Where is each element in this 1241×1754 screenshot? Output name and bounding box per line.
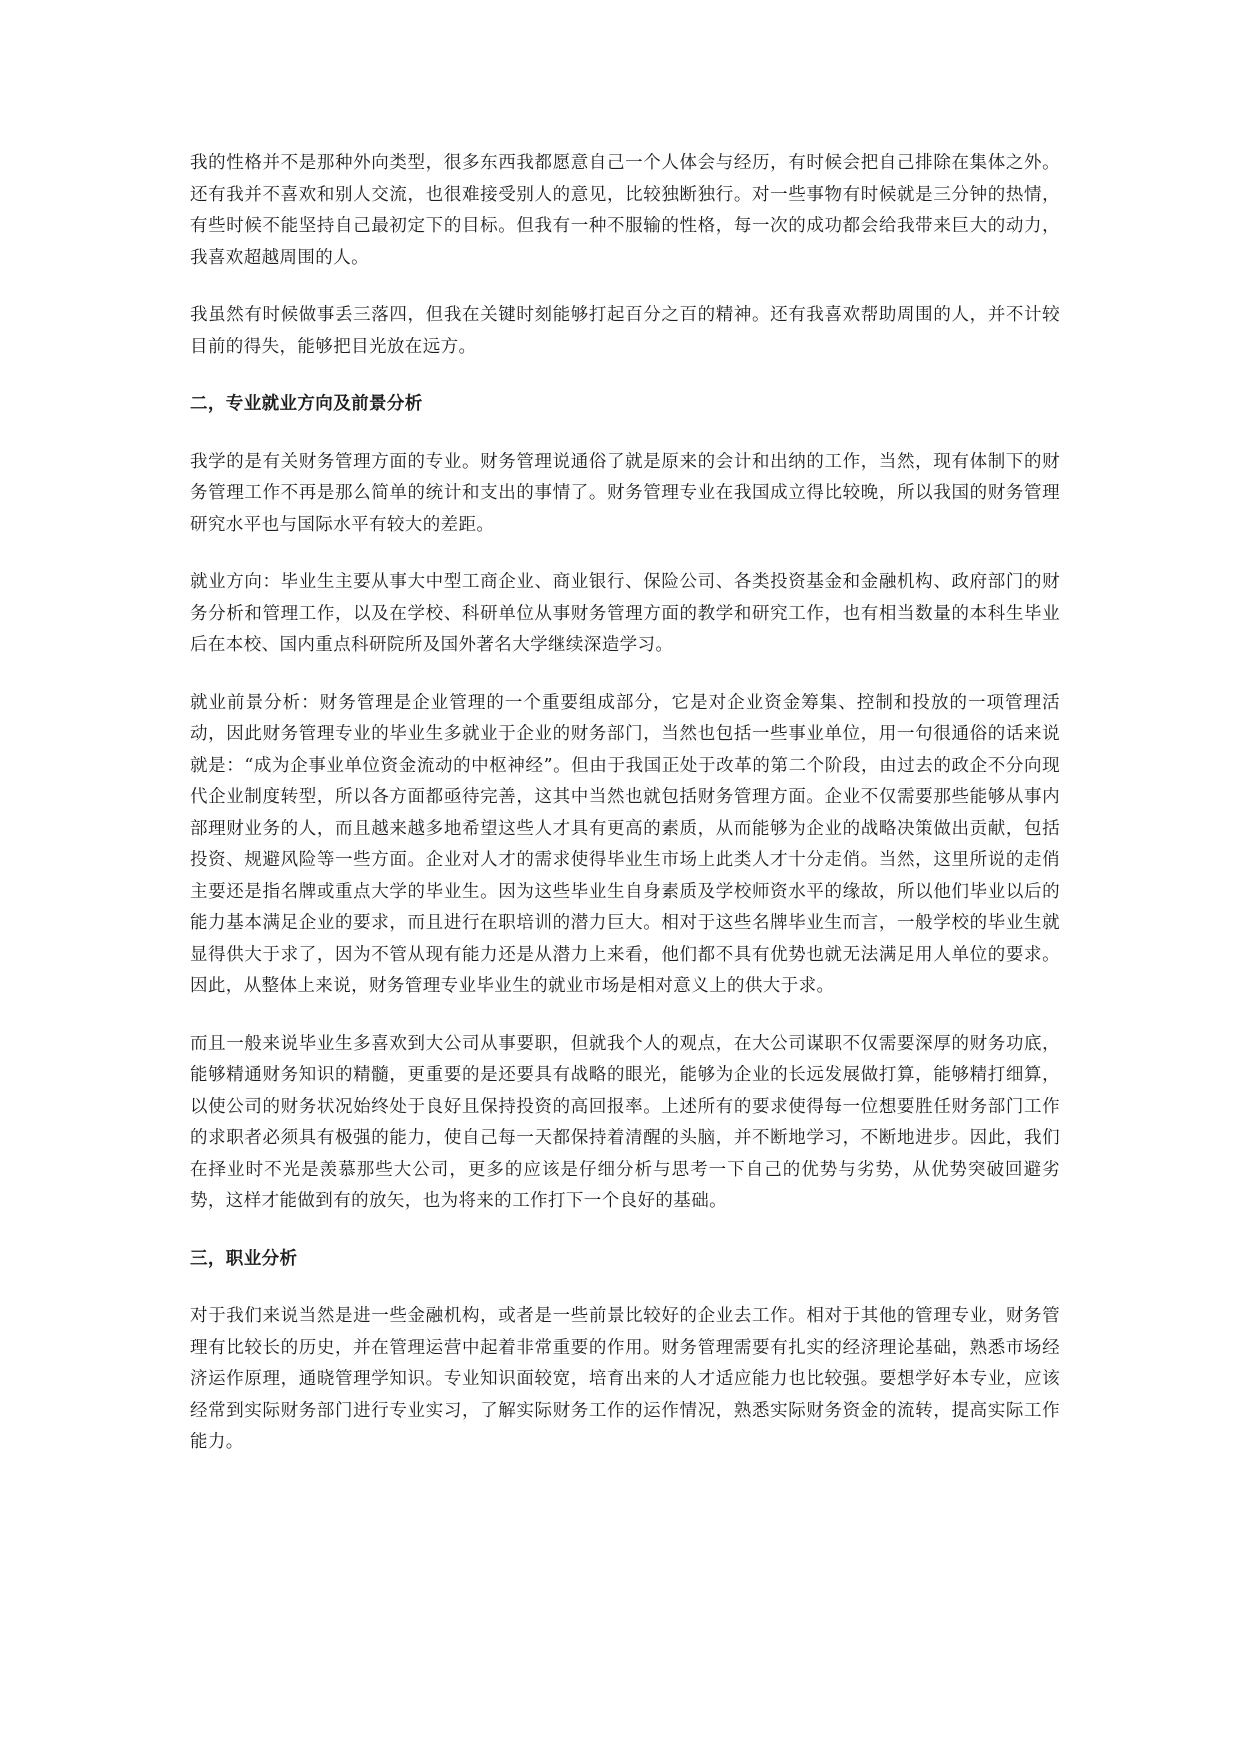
section-heading-employment: 二，专业就业方向及前景分析	[190, 394, 423, 414]
paragraph-career-choice: 而且一般来说毕业生多喜欢到大公司从事要职，但就我个人的观点，在大公司谋职不仅需要深厚的财务功底，能够精通财务知识的精髓，更重要的是还要具有战略的眼光，能够为企业的长远发展做打算，能够精打细算，以使公司的财务状况始终处于良好且保持投资的高回报率。上述所有的要求使得每一位想要胜任财务部门工作的求职者必须具有极强的能力，使自己每一天都保持着清醒的头脑，并不断地学习，不断地进步。因此，我们在择业时不光是羡慕那些大公司，更多的应该是仔细分析与思考一下自己的优势与劣势，从优势突破回避劣势，这样才能做到有的放矢，也为将来的工作打下一个良好的基础。	[190, 1033, 1060, 1211]
paragraph-personality: 我的性格并不是那种外向类型，很多东西我都愿意自己一个人体会与经历，有时候会把自己排除在集体之外。还有我并不喜欢和别人交流，也很难接受别人的意见，比较独断独行。对一些事物有时候就是三分钟的热情，有些时候不能坚持自己最初定下的目标。但我有一种不服输的性格，每一次的成功都会给我带来巨大的动力，我喜欢超越周围的人。	[190, 153, 1060, 268]
paragraph-strengths: 我虽然有时候做事丢三落四，但我在关键时刻能够打起百分之百的精神。还有我喜欢帮助周围的人，并不计较目前的得失，能够把目光放在远方。	[190, 305, 1060, 357]
paragraph-employment-direction: 就业方向：毕业生主要从事大中型工商企业、商业银行、保险公司、各类投资基金和金融机构、政府部门的财务分析和管理工作，以及在学校、科研单位从事财务管理方面的教学和研究工作，也有相当数量的本科生毕业后在本校、国内重点科研院所及国外著名大学继续深造学习。	[190, 572, 1060, 655]
document-body	[190, 148, 1060, 1485]
paragraph-career-analysis: 对于我们来说当然是进一些金融机构，或者是一些前景比较好的企业去工作。相对于其他的管理专业，财务管理有比较长的历史，并在管理运营中起着非常重要的作用。财务管理需要有扎实的经济理论基础，熟悉市场经济运作原理，通晓管理学知识。专业知识面较宽，培育出来的人才适应能力也比较强。要想学好本专业，应该经常到实际财务部门进行专业实习，了解实际财务工作的运作情况，熟悉实际财务资金的流转，提高实际工作能力。	[190, 1306, 1060, 1452]
paragraph-employment-prospect: 就业前景分析：财务管理是企业管理的一个重要组成部分，它是对企业资金筹集、控制和投放的一项管理活动，因此财务管理专业的毕业生多就业于企业的财务部门，当然也包括一些事业单位，用一句很通俗的话来说就是：“成为企事业单位资金流动的中枢神经”。但由于我国正处于改革的第二个阶段，由过去的政企不分向现代企业制度转型，所以各方面都亟待完善，这其中当然也就包括财务管理方面。企业不仅需要那些能够从事内部理财业务的人，而且越来越多地希望这些人才具有更高的素质，从而能够为企业的战略决策做出贡献，包括投资、规避风险等一些方面。企业对人才的需求使得毕业生市场上此类人才十分走俏。当然，这里所说的走俏主要还是指名牌或重点大学的毕业生。因为这些毕业生自身素质及学校师资水平的缘故，所以他们毕业以后的能力基本满足企业的要求，而且进行在职培训的潜力巨大。相对于这些名牌毕业生而言，一般学校的毕业生就显得供大于求了，因为不管从现有能力还是从潜力上来看，他们都不具有优势也就无法满足用人单位的要求。因此，从整体上来说，财务管理专业毕业生的就业市场是相对意义上的供大于求。	[190, 692, 1060, 996]
section-heading-career-analysis: 三，职业分析	[190, 1248, 298, 1269]
paragraph-major-intro: 我学的是有关财务管理方面的专业。财务管理说通俗了就是原来的会计和出纳的工作，当然，现有体制下的财务管理工作不再是那么简单的统计和支出的事情了。财务管理专业在我国成立得比较晚，所以我国的财务管理研究水平也与国际水平有较大的差距。	[190, 451, 1060, 535]
